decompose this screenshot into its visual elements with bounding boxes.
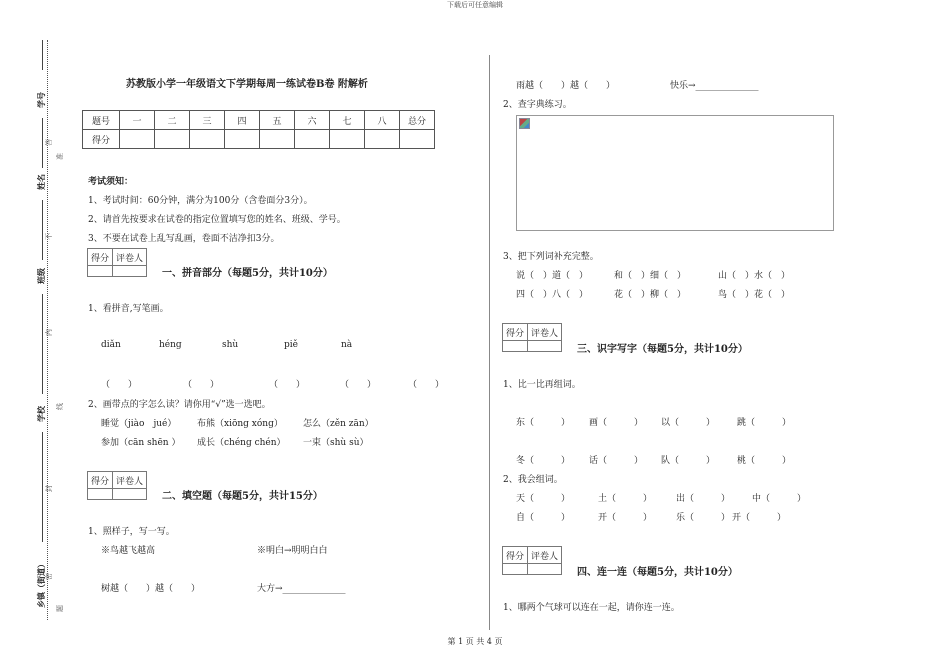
word-blank[interactable]: 冬（ ） bbox=[516, 456, 571, 466]
margin-label-student-id: 学号 bbox=[36, 92, 46, 108]
grader-reviewer-label: 评卷人 bbox=[113, 249, 147, 266]
answer-blank[interactable]: （ ） bbox=[183, 380, 220, 390]
section-title: 二、填空题（每题5分，共计15分） bbox=[162, 491, 323, 502]
header-note: 下载后可任意编辑 bbox=[447, 1, 503, 9]
margin-label-town: 乡镇（街道） bbox=[36, 560, 46, 608]
word-blank[interactable]: 乐（ ） bbox=[676, 513, 731, 523]
cut-mark: 准 bbox=[56, 153, 64, 160]
grader-reviewer-label: 评卷人 bbox=[528, 547, 562, 564]
question: 1、哪两个气球可以连在一起，请你连一连。 bbox=[503, 603, 680, 613]
score-cell[interactable] bbox=[155, 130, 190, 149]
grader-score-cell[interactable] bbox=[88, 489, 113, 500]
word-blank[interactable]: 出（ ） bbox=[676, 494, 731, 504]
score-cell[interactable] bbox=[120, 130, 155, 149]
word-blank[interactable]: 自（ ） bbox=[516, 513, 571, 523]
question: 1、照样子，写一写。 bbox=[88, 527, 175, 537]
page-title: 苏教版小学一年级语文下学期每周一练试卷B卷 附解析 bbox=[126, 79, 368, 90]
word-blank[interactable]: 土（ ） bbox=[598, 494, 653, 504]
fill-blank[interactable]: 树越（ ）越（ ） bbox=[101, 584, 201, 594]
fill-blank[interactable]: 雨越（ ）越（ ） bbox=[516, 81, 616, 91]
choice-item[interactable]: 参加（cān shēn ） bbox=[101, 438, 181, 448]
margin-line bbox=[42, 294, 43, 394]
notice-item: 3、不要在试卷上乱写乱画，卷面不洁净扣3分。 bbox=[88, 234, 280, 244]
grader-box bbox=[502, 323, 562, 352]
grader-reviewer-label: 评卷人 bbox=[113, 472, 147, 489]
margin-label-class: 班级 bbox=[36, 268, 46, 284]
page-footer: 第 1 页 共 4 页 bbox=[447, 637, 503, 646]
margin-line bbox=[42, 118, 43, 168]
question: 2、画带点的字怎么读？请你用“√”选一选吧。 bbox=[88, 400, 271, 410]
margin-line bbox=[42, 200, 43, 260]
section-title: 三、识字写字（每题5分，共计10分） bbox=[577, 344, 748, 355]
word-blank[interactable]: 话（ ） bbox=[589, 456, 644, 466]
cut-mark: 内 bbox=[45, 329, 53, 336]
fill-blank[interactable]: 快乐→______________ bbox=[670, 81, 759, 91]
example: ※鸟越飞越高 bbox=[101, 546, 156, 556]
cut-mark: 线 bbox=[56, 403, 64, 410]
margin-label-school: 学校 bbox=[36, 406, 46, 422]
margin-line bbox=[42, 40, 43, 70]
score-cell[interactable] bbox=[330, 130, 365, 149]
cut-mark: 密 bbox=[45, 573, 53, 580]
grader-score-label: 得分 bbox=[503, 324, 528, 341]
grader-score-cell[interactable] bbox=[503, 564, 528, 575]
word-blank[interactable]: 跳（ ） bbox=[737, 418, 792, 428]
grader-reviewer-cell[interactable] bbox=[113, 266, 147, 277]
grader-reviewer-cell[interactable] bbox=[528, 564, 562, 575]
pinyin-item: shù bbox=[222, 340, 239, 350]
word-blank[interactable]: 天（ ） bbox=[516, 494, 571, 504]
question: 1、比一比再组词。 bbox=[503, 380, 581, 390]
word-blank[interactable]: 四（ ）八（ ） bbox=[516, 290, 589, 300]
dictionary-image-box bbox=[516, 115, 834, 231]
grader-box bbox=[87, 471, 147, 500]
broken-image-icon bbox=[519, 118, 530, 129]
choice-item[interactable]: 布熊（xiōng xóng） bbox=[197, 419, 283, 429]
word-blank[interactable]: 画（ ） bbox=[589, 418, 644, 428]
word-blank[interactable]: 开（ ） bbox=[598, 513, 653, 523]
notice-item: 2、请首先按要求在试卷的指定位置填写您的姓名、班级、学号。 bbox=[88, 215, 346, 225]
margin-label-name: 姓名 bbox=[36, 174, 46, 190]
pinyin-item: diǎn bbox=[101, 340, 121, 350]
margin-line bbox=[42, 432, 43, 542]
section-title: 四、连一连（每题5分，共计10分） bbox=[577, 567, 738, 578]
grader-score-label: 得分 bbox=[88, 472, 113, 489]
choice-item[interactable]: 睡觉（jiào jué） bbox=[101, 419, 177, 429]
word-blank[interactable]: 桃（ ） bbox=[737, 456, 792, 466]
choice-item[interactable]: 成长（chéng chén） bbox=[197, 438, 286, 448]
word-blank[interactable]: 中（ ） bbox=[752, 494, 807, 504]
word-blank[interactable]: 和（ ）细（ ） bbox=[614, 271, 687, 281]
word-blank[interactable]: 开（ ） bbox=[732, 513, 787, 523]
question: 2、我会组词。 bbox=[503, 475, 563, 485]
cut-mark: 题 bbox=[56, 605, 64, 612]
score-header-cell: 八 bbox=[365, 111, 400, 130]
example: ※明白→明明白白 bbox=[257, 546, 328, 556]
score-header-cell: 三 bbox=[190, 111, 225, 130]
question: 3、把下列词补充完整。 bbox=[503, 252, 599, 262]
score-cell[interactable] bbox=[260, 130, 295, 149]
score-header-cell: 一 bbox=[120, 111, 155, 130]
word-blank[interactable]: 以（ ） bbox=[661, 418, 716, 428]
cut-mark: 不 bbox=[45, 233, 53, 240]
grader-score-cell[interactable] bbox=[88, 266, 113, 277]
score-cell[interactable] bbox=[400, 130, 435, 149]
score-cell[interactable] bbox=[295, 130, 330, 149]
grader-score-label: 得分 bbox=[503, 547, 528, 564]
question: 1、看拼音,写笔画。 bbox=[88, 304, 169, 314]
word-blank[interactable]: 鸟（ ）花（ ） bbox=[718, 290, 791, 300]
pinyin-item: piě bbox=[284, 340, 298, 350]
answer-blank[interactable]: （ ） bbox=[340, 380, 377, 390]
fill-blank[interactable]: 大方→______________ bbox=[257, 584, 346, 594]
score-header-cell: 五 bbox=[260, 111, 295, 130]
score-row-label: 得分 bbox=[83, 130, 120, 149]
grader-reviewer-cell[interactable] bbox=[528, 341, 562, 352]
score-cell[interactable] bbox=[190, 130, 225, 149]
pinyin-item: héng bbox=[159, 340, 182, 350]
column-divider bbox=[489, 55, 490, 630]
score-header-cell: 六 bbox=[295, 111, 330, 130]
score-header-cell: 总分 bbox=[400, 111, 435, 130]
grader-score-label: 得分 bbox=[88, 249, 113, 266]
section-title: 一、拼音部分（每题5分，共计10分） bbox=[162, 268, 333, 279]
grader-score-cell[interactable] bbox=[503, 341, 528, 352]
question: 2、查字典练习。 bbox=[503, 100, 572, 110]
grader-box bbox=[502, 546, 562, 575]
word-blank[interactable]: 花（ ）柳（ ） bbox=[614, 290, 687, 300]
score-header-cell: 题号 bbox=[83, 111, 120, 130]
grader-reviewer-cell[interactable] bbox=[113, 489, 147, 500]
word-blank[interactable]: 队（ ） bbox=[661, 456, 716, 466]
grader-box bbox=[87, 248, 147, 277]
choice-item[interactable]: 一束（shù sù） bbox=[303, 438, 369, 448]
score-cell[interactable] bbox=[365, 130, 400, 149]
grader-reviewer-label: 评卷人 bbox=[528, 324, 562, 341]
score-table bbox=[82, 110, 435, 149]
pinyin-item: nà bbox=[341, 340, 353, 350]
choice-item[interactable]: 怎么（zěn zān） bbox=[303, 419, 374, 429]
word-blank[interactable]: 说（ ）道（ ） bbox=[516, 271, 589, 281]
score-header-cell: 二 bbox=[155, 111, 190, 130]
word-blank[interactable]: 山（ ）水（ ） bbox=[718, 271, 791, 281]
answer-blank[interactable]: （ ） bbox=[408, 380, 445, 390]
score-cell[interactable] bbox=[225, 130, 260, 149]
word-blank[interactable]: 东（ ） bbox=[516, 418, 571, 428]
cut-mark: 封 bbox=[45, 485, 53, 492]
cut-mark: 答 bbox=[45, 139, 53, 146]
notice-heading: 考试须知： bbox=[88, 177, 134, 187]
answer-blank[interactable]: （ ） bbox=[269, 380, 306, 390]
score-header-cell: 四 bbox=[225, 111, 260, 130]
score-header-cell: 七 bbox=[330, 111, 365, 130]
answer-blank[interactable]: （ ） bbox=[101, 380, 138, 390]
notice-item: 1、考试时间：60分钟，满分为100分（含卷面分3分）。 bbox=[88, 196, 313, 206]
